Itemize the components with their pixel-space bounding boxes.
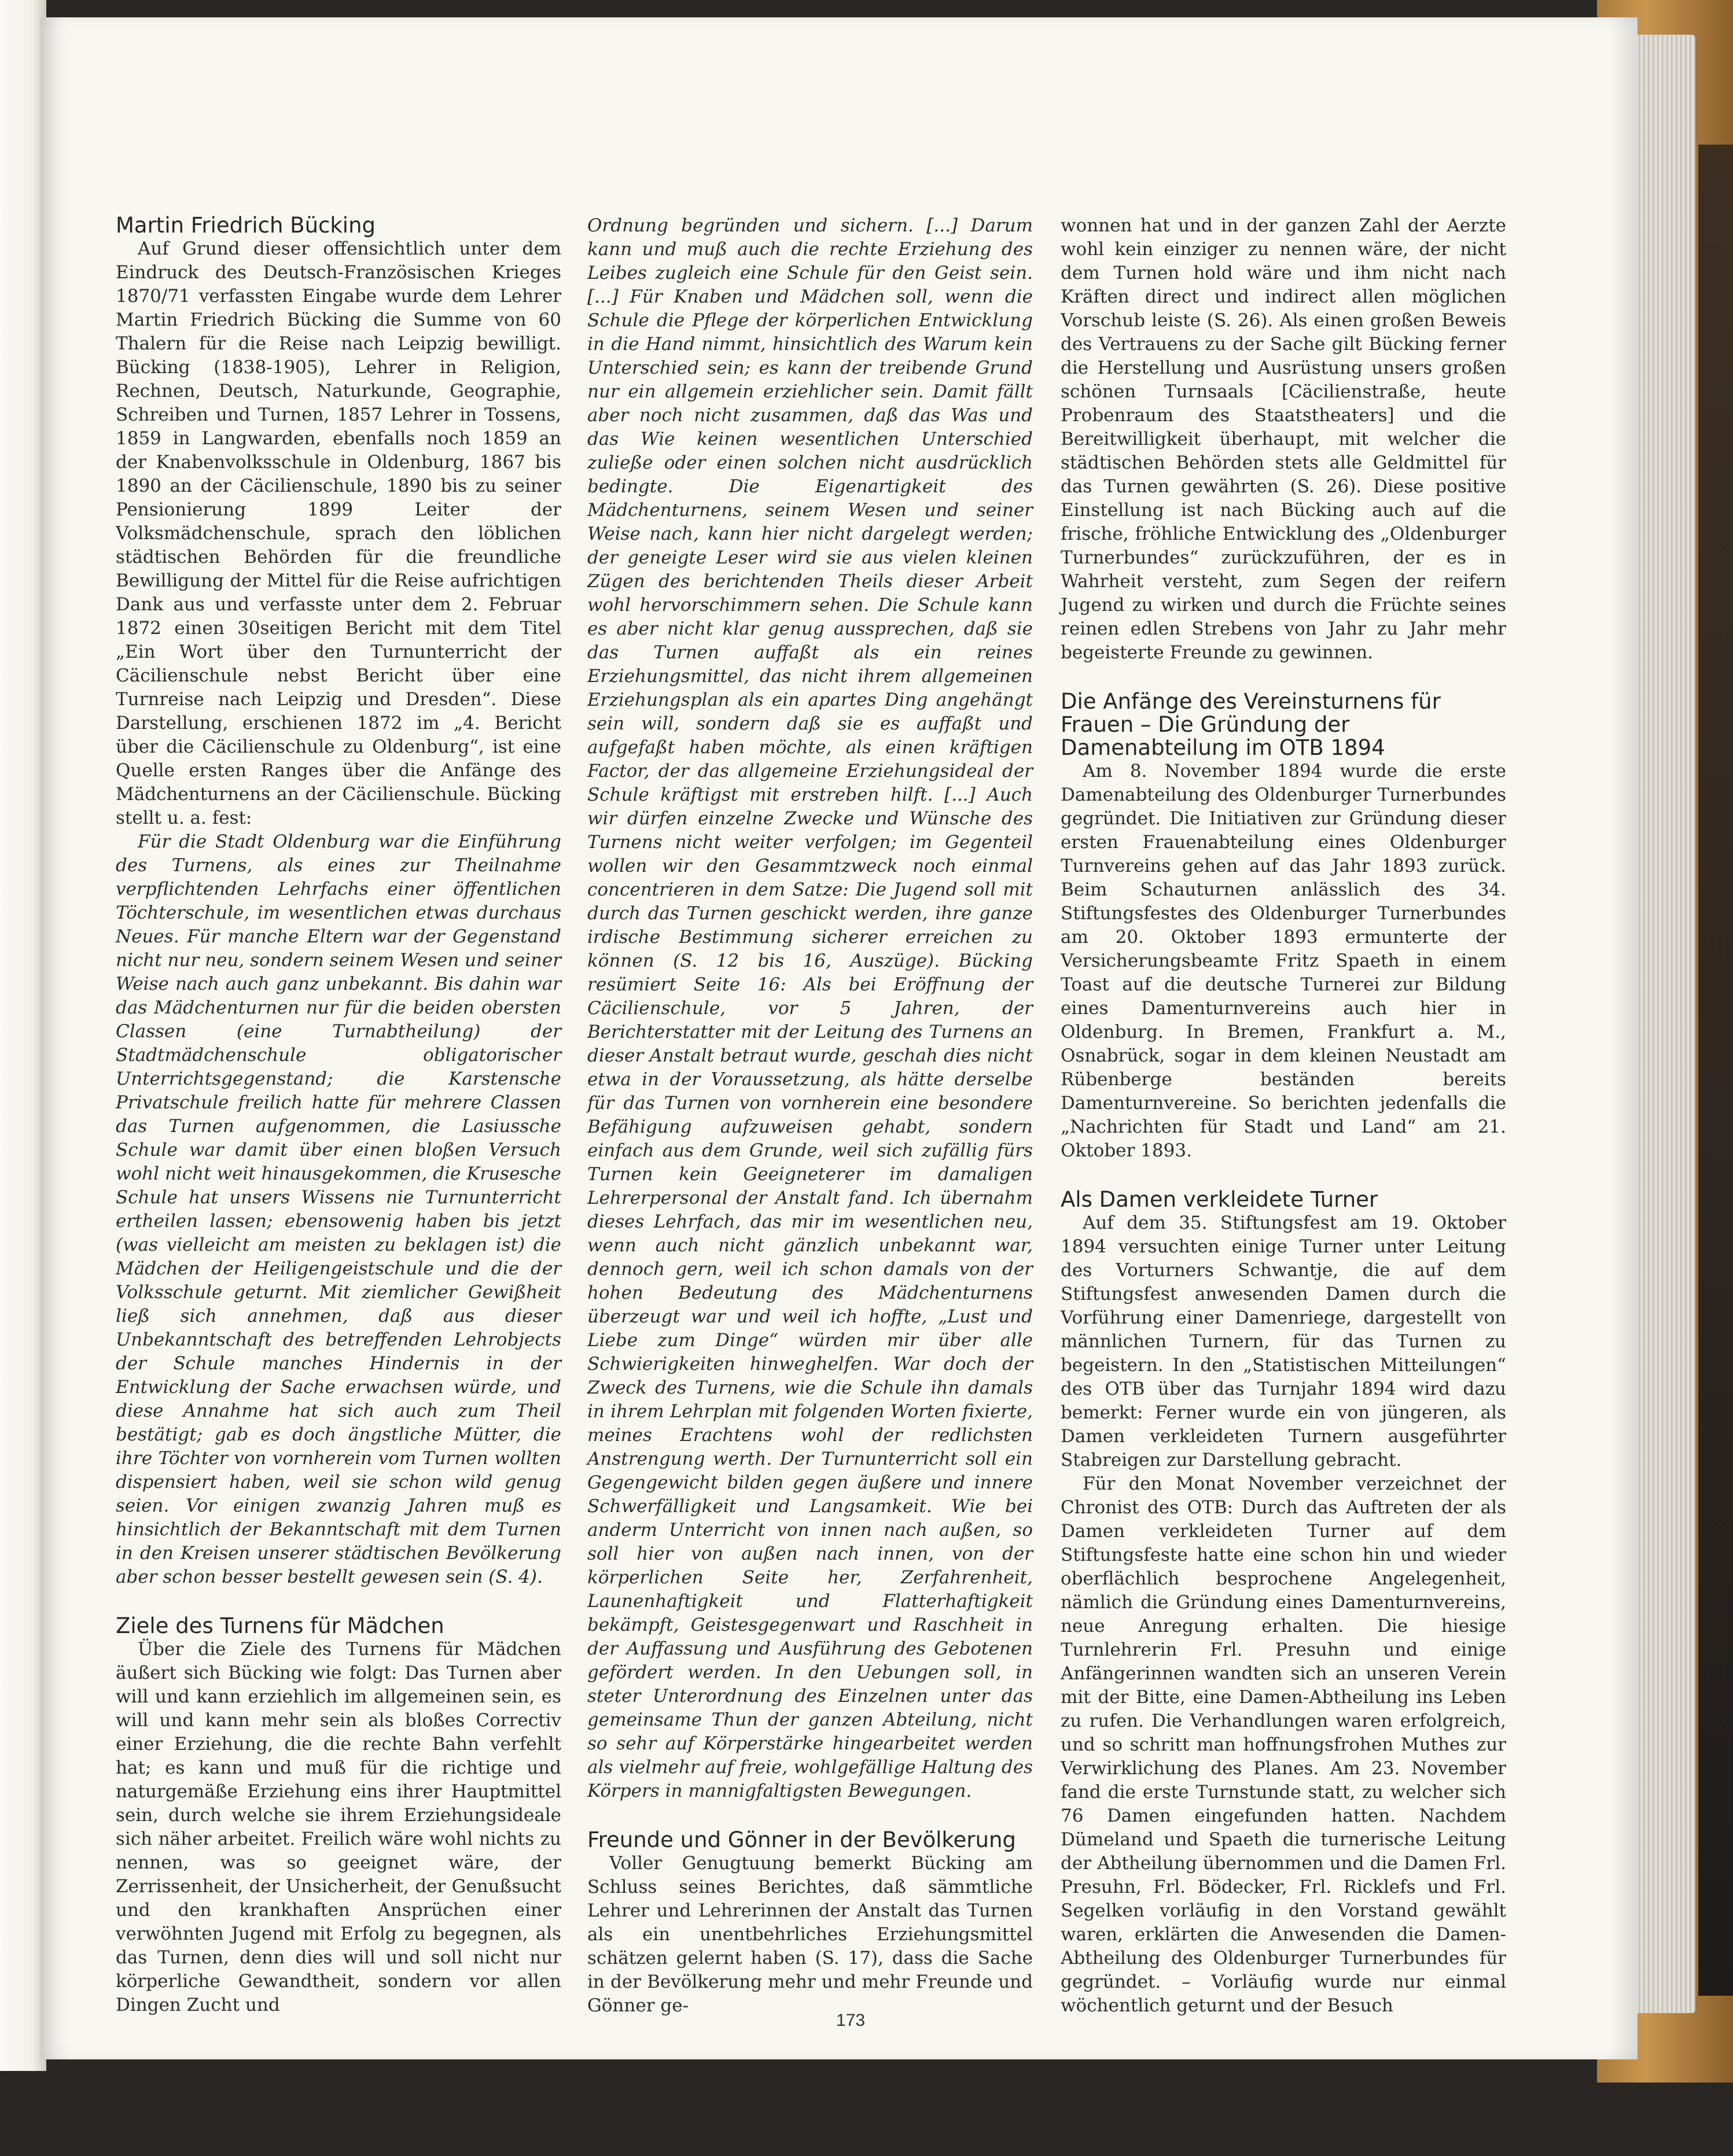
page-number: 173 xyxy=(836,2011,866,2030)
paragraph-intro: Auf Grund dieser offensichtlich unter dem Eindruck des Deutsch-Französischen Krieges 1870/71 verfassten Eingabe wurde dem Lehrer Martin Friedrich Bücking die Summe von 60 Thalern für die Reise nach Leipzig bewilligt. Bücking (1838-1905), Lehrer in Religion, Rechnen, Deutsch, Naturkunde, Geographie, Schreiben und Turnen, 1857 Lehrer in Tossens, 1859 in Langwarden, ebenfalls noch 1859 an der Knabenvolksschule in Oldenburg, 1867 bis 1890 an der Cäcilienschule, 1890 bis zu seiner Pensionierung 1899 Leiter der Volksmädchenschule, sprach den löblichen städtischen Behörden für die freundliche Bewilligung der Mittel für die Reise aufrichtigen Dank aus und verfasste unter dem 2. Februar 1872 einen 30seitigen Bericht mit dem Titel „Ein Wort über den Turnunterricht der Cäcilienschule nebst Bericht über eine Turnreise nach Leipzig und Dresden“. Diese Darstellung, erschienen 1872 im „4. Bericht über die Cäcilienschule zu Oldenburg“, ist eine Quelle ersten Ranges über die Anfänge des Mädchenturnens an der Cäcilienschule. Bücking stellt u. a. fest: xyxy=(116,238,561,828)
book-spine-shadow xyxy=(1698,145,1733,1996)
paragraph-freunde: Voller Genugtuung bemerkt Bücking am Schluss seines Berichtes, daß sämmtliche Lehrer und Lehrerinnen der Anstalt das Turnen als ein unentbehrliches Erziehungsmittel schätzen gelernt haben (S. 17), dass die Sache in der Bevölkerung mehr und mehr Freunde und Gönner ge- xyxy=(587,1853,1033,2016)
paragraph-continued: wonnen hat und in der ganzen Zahl der Aerzte wohl kein einziger zu nennen wäre, der nicht dem Turnen hold wäre und ihm nicht nach Kräften direct und indirect allen möglichen Vorschub leiste (S. 26). Als einen großen Beweis des Vertrauens zu der Sache gilt Bücking ferner die Herstellung und Ausrüstung unsers großen schönen Turnsaals [Cäcilienstraße, heute Probenraum des Staatstheaters] und die Bereitwilligkeit überhaupt, mit welcher die städtischen Behörden stets alle Geldmittel für das Turnen gewährten (S. 26). Diese positive Einstellung ist nach Bücking auch auf die frische, fröhliche Entwicklung des „Oldenburger Turnerbundes“ zurückzuführen, der es in Wahrheit versteht, zum Segen der reifern Jugend zu wirken und durch die Früchte seines reinen edlen Strebens von Jahr zu Jahr mehr begeisterte Freunde zu gewinnen. xyxy=(1061,215,1506,663)
facing-page-edge xyxy=(0,0,46,2071)
heading-ziele-des-turnens: Ziele des Turnens für Mädchen xyxy=(116,1613,444,1638)
book-page xyxy=(41,17,1638,2059)
paragraph-damenabteilung: Am 8. November 1894 wurde die erste Damenabteilung des Oldenburger Turnerbundes gegründet. Die Initiativen zur Gründung dieser ersten Frauenabteilung eines Oldenburger Turnvereins gehen auf das Jahr 1893 zurück. Beim Schauturnen anlässlich des 34. Stiftungsfestes des Oldenburger Turnerbundes am 20. Oktober 1893 ermunterte der Versicherungsbeamte Fritz Spaeth in einem Toast auf die deutsche Turnerei zur Bildung eines Damenturnvereins auch hier in Oldenburg. In Bremen, Frankfurt a. M., Osnabrück, sogar in dem kleinen Neustadt am Rübenberge beständen bereits Damenturnvereine. So berichten jedenfalls die „Nachrichten für Stadt und Land“ am 21. Oktober 1893. xyxy=(1061,761,1506,1161)
text-column-right xyxy=(1061,214,1506,2018)
page-stack-edge xyxy=(1632,35,1695,2013)
heading-martin-friedrich-buecking: Martin Friedrich Bücking xyxy=(116,213,376,238)
quote-oldenburg-turnen: Für die Stadt Oldenburg war die Einführung des Turnens, als eines zur Theilnahme verpflichtenden Lehrfachs einer öffentlichen Töchterschule, im wesentlichen etwas durchaus Neues. Für manche Eltern war der Gegenstand nicht nur neu, sondern seinem Wesen und seiner Weise nach auch ganz unbekannt. Bis dahin war das Mädchenturnen nur für die beiden obersten Classen (eine Turnabtheilung) der Stadtmädchenschule obligatorischer Unterrichtsgegenstand; die Karstensche Privatschule freilich hatte für mehrere Classen das Turnen aufgenommen, die Lasiussche Schule war damit über einen bloßen Versuch wohl nicht weit hinausgekommen, die Krusesche Schule hat unsers Wissens nie Turnunterricht ertheilen lassen; ebensowenig haben bis jetzt (was vielleicht am meisten zu beklagen ist) die Mädchen der Heiligengeistschule und die der Volksschule geturnt. Mit ziemlicher Gewißheit ließ sich annehmen, daß aus dieser Unbekanntschaft des betreffenden Lehrobjects der Schule manches Hindernis in der Entwicklung der Sache erwachsen würde, und diese Annahme hat sich auch zum Theil bestätigt; gab es doch ängstliche Mütter, die ihre Töchter von vornherein vom Turnen wollten dispensiert haben, weil sie schon wild genug seien. Vor einigen zwanzig Jahren muß es hinsichtlich der Bekanntschaft mit dem Turnen in den Kreisen unserer städtischen Bevölkerung aber schon besser bestellt gewesen sein (S. 4). xyxy=(116,831,561,1587)
page-gutter-shadow xyxy=(1609,17,1638,2059)
heading-anfaenge-vereinsturnen: Die Anfänge des Vereinsturnens für Frauen – Die Gründung der Damenabteilung im OTB 1894 xyxy=(1061,689,1441,760)
paragraph-ziele: Über die Ziele des Turnens für Mädchen äußert sich Bücking wie folgt: Das Turnen aber will und kann erziehlich im allgemeinen sein, es will und kann mehr sein als bloßes Correctiv einer Erziehung, die die rechte Bahn verfehlt hat; es kann und muß für die richtige und naturgemäße Erziehung eins ihrer Hauptmittel sein, durch welche sie ihrem Erziehungsideale sich näher arbeitet. Freilich wäre wohl nichts zu nennen, was so geeignet wäre, der Zerrissenheit, der Unsicherheit, der Genußsucht und den krankhaften Ansprüchen einer verwöhnten Jugend mit Erfolg zu begegnen, als das Turnen, denn dies will und soll nicht nur körperliche Gewandtheit, sondern vor allen Dingen Zucht und xyxy=(116,1639,561,2015)
heading-freunde-und-goenner: Freunde und Gönner in der Bevölkerung xyxy=(587,1827,1016,1852)
quote-continued: Ordnung begründen und sichern. [...] Darum kann und muß auch die rechte Erziehung des Leibes zugleich eine Schule für den Geist sein. [...] Für Knaben und Mädchen soll, wenn die Schule die Pflege der körperlichen Entwicklung in die Hand nimmt, hinsichtlich des Warum kein Unterschied sein; es kann der treibende Grund nur ein allgemein erziehlicher sein. Damit fällt aber noch nicht zusammen, daß das Was und das Wie keinen wesentlichen Unterschied zuließe oder einen solchen nicht ausdrücklich bedingte. Die Eigenartigkeit des Mädchenturnens, seinem Wesen und seiner Weise nach, kann hier nicht dargelegt werden; der geneigte Leser wird sie aus vielen kleinen Zügen des berichtenden Theils dieser Arbeit wohl hervorschimmern sehen. Die Schule kann es aber nicht klar genug aussprechen, daß sie das Turnen auffaßt als ein reines Erziehungsmittel, das nicht ihrem allgemeinen Erziehungsplan als ein apartes Ding angehängt sein will, sondern daß sie es auffaßt und aufgefaßt haben möchte, als einen kräftigen Factor, der das allgemeine Erziehungsideal der Schule kräftigst mit erstreben hilft. [...] Auch wir dürfen einzelne Zwecke und Wünsche des Turnens nicht weiter verfolgen; im Gegenteil wollen wir den Gesammtzweck noch einmal concentrieren in dem Satze: Die Jugend soll mit durch das Turnen geschickt werden, ihre ganze irdische Bestimmung sicherer erreichen zu können (S. 12 bis 16, Auszüge). Bücking resümiert Seite 16: Als bei Eröffnung der Cäcilienschule, vor 5 Jahren, der Berichterstatter mit der Leitung des Turnens an dieser Anstalt betraut wurde, geschah dies nicht etwa in der Voraussetzung, als hätte derselbe für das Turnen von vornherein eine besondere Befähigung aufzuweisen gehabt, sondern einfach aus dem Grunde, weil sich zufällig fürs Turnen kein Geeigneterer im damaligen Lehrerpersonal der Anstalt fand. Ich übernahm dieses Lehrfach, das mir im wesentlichen neu, wenn auch nicht gänzlich unbekannt war, dennoch gern, weil ich schon damals von der hohen Bedeutung des Mädchenturnens überzeugt war und weil ich hoffte, „Lust und Liebe zum Dinge“ würden mir über alle Schwierigkeiten hinweghelfen. War doch der Zweck des Turnens, wie die Schule ihn damals in ihrem Lehrplan mit folgenden Worten fixierte, meines Erachtens wohl der redlichsten Anstrengung werth. Der Turnunterricht soll ein Gegengewicht bilden gegen äußere und innere Schwerfälligkeit und Langsamkeit. Wie bei anderm Unterricht von innen nach außen, so soll hier von außen nach innen, von der körperlichen Seite her, Zerfahrenheit, Launenhaftigkeit und Flatterhaftigkeit bekämpft, Geistesgegenwart und Raschheit in der Auffassung und Ausführung des Gebotenen gefördert werden. In den Uebungen soll, in steter Unterordnung des Einzelnen unter das gemeinsame Thun der ganzen Abteilung, nicht so sehr auf Körperstärke hingearbeitet werden als vielmehr auf freie, wohlgefällige Haltung des Körpers in mannigfaltigsten Bewegungen. xyxy=(587,215,1033,1801)
paragraph-chronist: Für den Monat November verzeichnet der Chronist des OTB: Durch das Auftreten der als Damen verkleideten Turner auf dem Stiftungsfeste hatte eine schon hin und wieder oberflächlich besprochene Angelegenheit, nämlich die Gründung eines Damenturnvereins, neue Anregung erhalten. Die hiesige Turnlehrerin Frl. Presuhn und einige Anfängerinnen wandten sich an unseren Verein mit der Bitte, eine Damen-Abtheilung ins Leben zu rufen. Die Verhandlungen waren erfolgreich, und so schritt man hoffnungsfrohen Muthes zur Verwirklichung des Planes. Am 23. November fand die erste Turnstunde statt, zu welcher sich 76 Damen eingefunden hatten. Nachdem Dümeland und Spaeth die turnerische Leitung der Abtheilung übernommen und die Damen Frl. Presuhn, Frl. Bödecker, Frl. Ricklefs und Frl. Segelken vorläufig in den Vorstand gewählt waren, erklärten die Anwesenden die Damen-Abtheilung des Oldenburger Turnerbundes für gegründet. – Vorläufig wurde nur einmal wöchentlich geturnt und der Besuch xyxy=(1061,1473,1506,2016)
text-column-left xyxy=(116,214,561,2017)
heading-als-damen-verkleidete-turner: Als Damen verkleidete Turner xyxy=(1061,1187,1378,1212)
text-column-middle xyxy=(587,214,1033,2018)
paragraph-stiftungsfest: Auf dem 35. Stiftungsfest am 19. Oktober 1894 versuchten einige Turner unter Leitung des Vorturners Schwantje, die auf dem Stiftungsfest anwesenden Damen durch die Vorführung einer Damenriege, dargestellt von männlichen Turnern, für das Turnen zu begeistern. In den „Statistischen Mitteilungen“ des OTB über das Turnjahr 1894 wird dazu bemerkt: Ferner wurde ein von jüngeren, als Damen verkleideten Turnern ausgeführter Stabreigen zur Darstellung gebracht. xyxy=(1061,1212,1506,1470)
